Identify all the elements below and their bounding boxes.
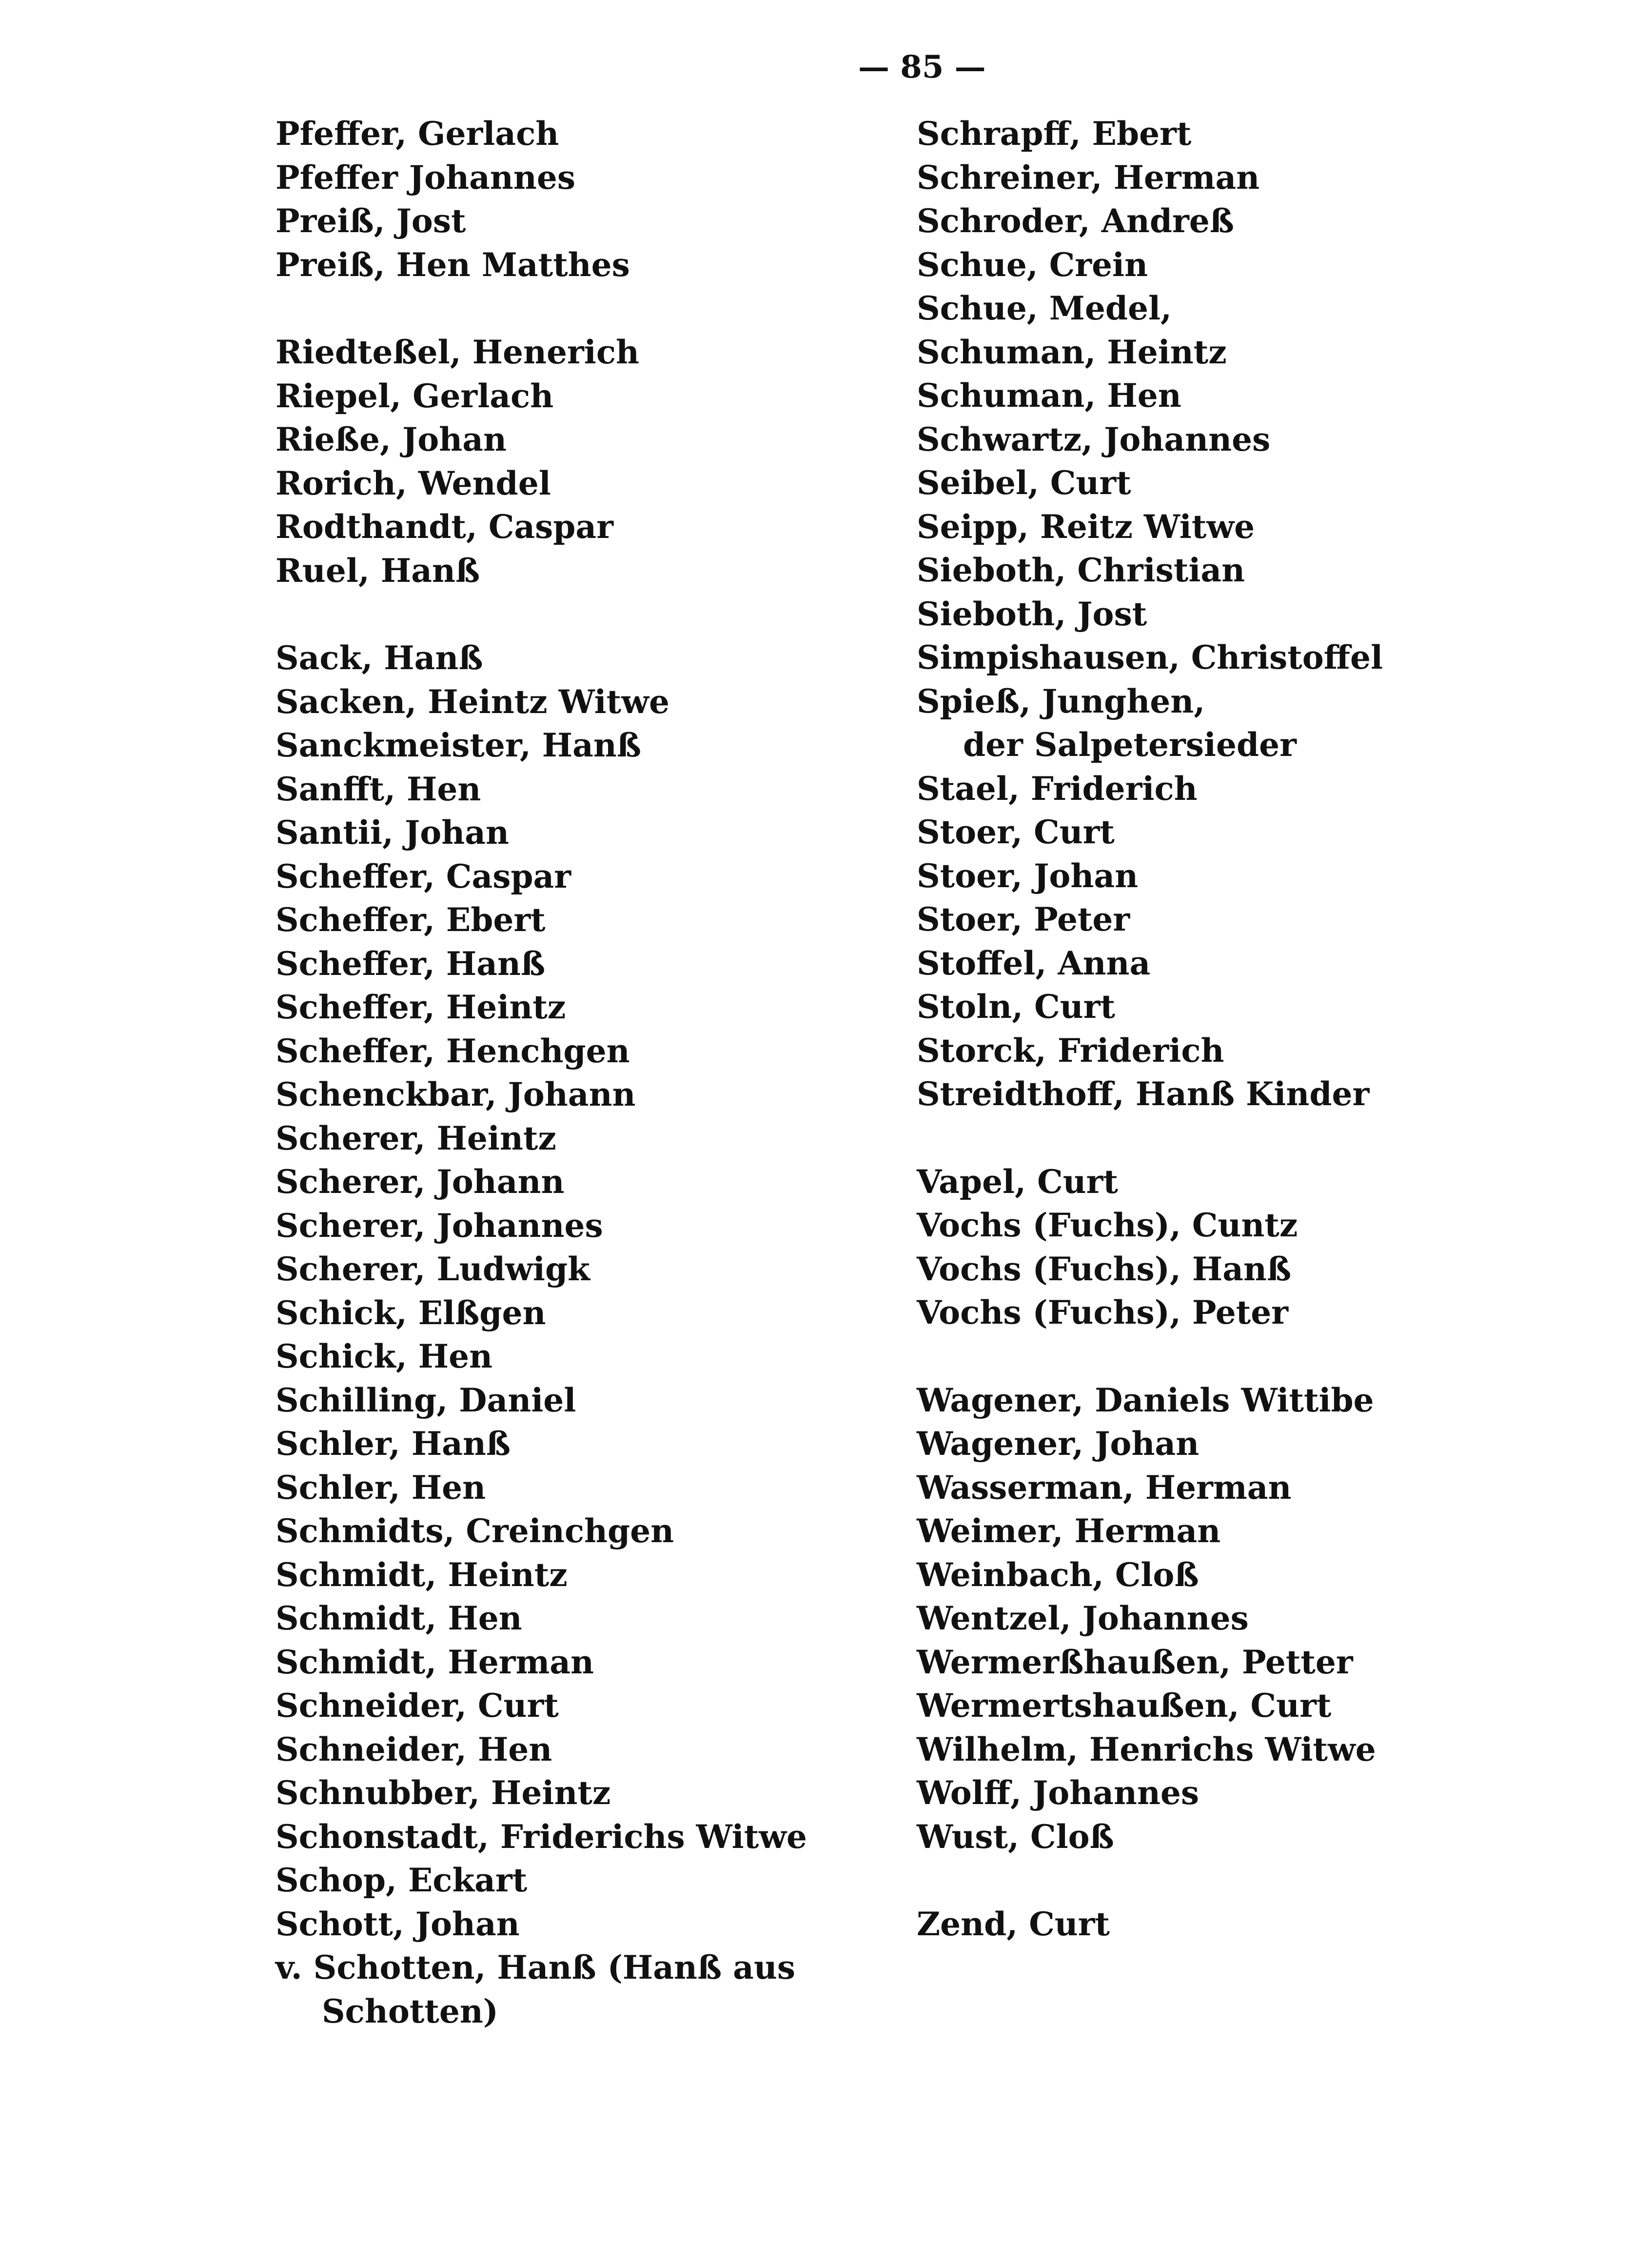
- page-number: — 85 —: [858, 49, 986, 85]
- name-entry: Schott, Johan: [275, 1905, 520, 1943]
- name-entry: Stoer, Johan: [917, 856, 1139, 895]
- name-entry: Sieboth, Jost: [917, 595, 1147, 633]
- name-entry: Schreiner, Herman: [917, 158, 1260, 197]
- name-entry: Stael, Friderich: [917, 769, 1198, 808]
- name-entry: Seipp, Reitz Witwe: [917, 507, 1255, 546]
- name-entry: Wolff, Johannes: [917, 1774, 1200, 1812]
- name-entry: Sanckmeister, Hanß: [275, 726, 642, 764]
- name-entry: Vochs (Fuchs), Hanß: [917, 1250, 1292, 1288]
- name-entry-continuation: Schotten): [322, 1992, 499, 2030]
- entry-group-z: [917, 1903, 1502, 1946]
- name-entry: Schwartz, Johannes: [917, 420, 1271, 458]
- name-entry: Preiß, Hen Matthes: [275, 245, 630, 284]
- name-entry: Sack, Hanß: [275, 639, 483, 677]
- name-entry: Wilhelm, Henrichs Witwe: [917, 1730, 1376, 1768]
- name-entry: Vochs (Fuchs), Peter: [917, 1293, 1288, 1331]
- name-entry: Schneider, Hen: [275, 1730, 552, 1768]
- right-column: [917, 112, 1502, 1990]
- name-entry: Wentzel, Johannes: [917, 1599, 1249, 1637]
- name-entry: Wust, Cloß: [917, 1817, 1114, 1856]
- name-entry: Santii, Johan: [275, 814, 509, 852]
- name-entry: Schmidts, Creinchgen: [275, 1512, 674, 1550]
- name-entry: Scheffer, Hanß: [275, 944, 546, 983]
- name-entry-continuation: der Salpetersieder: [963, 726, 1297, 764]
- name-entry: Riepel, Gerlach: [275, 377, 554, 415]
- name-entry: Rießе, Johan: [275, 420, 507, 458]
- name-entry: Weimer, Herman: [917, 1512, 1221, 1550]
- entry-group-v: [917, 1160, 1502, 1335]
- name-entry: Schler, Hanß: [275, 1425, 511, 1463]
- name-entry: Stoffel, Anna: [917, 944, 1151, 982]
- entry-group-w: [917, 1379, 1502, 1859]
- name-entry: Wagener, Johan: [917, 1425, 1200, 1463]
- name-entry: Stoln, Curt: [917, 988, 1115, 1026]
- entry-group-p: [275, 112, 880, 287]
- name-entry: Schrapff, Ebert: [917, 115, 1192, 153]
- name-entry: Sieboth, Christian: [917, 551, 1245, 589]
- name-entry: v. Schotten, Hanß (Hanß aus: [275, 1948, 796, 1986]
- name-entry: Schop, Eckart: [275, 1861, 528, 1899]
- name-entry: Schilling, Daniel: [275, 1381, 576, 1419]
- name-entry: Wermertshaußen, Curt: [917, 1687, 1332, 1725]
- name-entry: Scheffer, Caspar: [275, 857, 571, 895]
- name-entry: Storck, Friderich: [917, 1031, 1224, 1070]
- name-entry: Schnubber, Heintz: [275, 1774, 611, 1812]
- name-entry: Wermerßhaußen, Petter: [917, 1643, 1353, 1681]
- name-entry: Preiß, Jost: [275, 202, 466, 240]
- name-entry: Vochs (Fuchs), Cuntz: [917, 1206, 1298, 1244]
- name-entry: Streidthoff, Hanß Kinder: [917, 1075, 1370, 1113]
- name-entry: Pfeffer, Gerlach: [275, 115, 559, 153]
- name-entry: Ruel, Hanß: [275, 551, 480, 590]
- name-entry: Schmidt, Hen: [275, 1599, 522, 1637]
- name-entry: Schmidt, Heintz: [275, 1555, 568, 1594]
- name-entry: Zend, Curt: [917, 1905, 1110, 1943]
- name-entry: Sanfft, Hen: [275, 770, 481, 808]
- name-entry: Schue, Medel,: [917, 289, 1172, 327]
- name-entry: Schmidt, Herman: [275, 1643, 594, 1681]
- name-entry: Schue, Crein: [917, 245, 1148, 284]
- name-entry: Pfeffer Johannes: [275, 158, 576, 197]
- name-entry: Scheffer, Henchgen: [275, 1032, 630, 1070]
- name-entry: Schonstadt, Friderichs Witwe: [275, 1817, 807, 1856]
- entry-group-r: [275, 331, 880, 593]
- name-entry: Schick, Hen: [275, 1337, 493, 1375]
- name-entry: Wasserman, Herman: [917, 1468, 1292, 1507]
- name-entry: Schuman, Heintz: [917, 333, 1227, 371]
- name-entry: Riedteßel, Henerich: [275, 333, 640, 371]
- name-entry: Scherer, Johann: [275, 1163, 565, 1201]
- name-entry: Schenckbar, Johann: [275, 1075, 636, 1113]
- name-entry: Schick, Elßgen: [275, 1293, 546, 1332]
- name-entry: Schuman, Hen: [917, 377, 1181, 415]
- name-entry: Wagener, Daniels Wittibe: [917, 1381, 1374, 1419]
- name-entry: Sacken, Heintz Witwe: [275, 682, 669, 721]
- left-column: [275, 112, 880, 2077]
- name-entry: Spieß, Junghen,: [917, 682, 1205, 720]
- name-entry: Rodthandt, Caspar: [275, 508, 613, 546]
- name-entry: Scherer, Ludwigk: [275, 1250, 590, 1288]
- name-entry: Schneider, Curt: [275, 1687, 559, 1725]
- name-entry: Schler, Hen: [275, 1468, 486, 1507]
- name-entry: Weinbach, Cloß: [917, 1555, 1199, 1594]
- name-entry: Seibel, Curt: [917, 464, 1131, 502]
- name-entry: Stoer, Peter: [917, 900, 1130, 938]
- name-entry: Scheffer, Ebert: [275, 901, 546, 939]
- name-entry: Scheffer, Heintz: [275, 988, 566, 1026]
- name-entry: Stoer, Curt: [917, 813, 1115, 851]
- name-entry: Simpishausen, Christoffel: [917, 638, 1383, 676]
- name-entry: Schroder, Andreß: [917, 202, 1234, 240]
- name-entry: Scherer, Heintz: [275, 1119, 556, 1157]
- entry-group-s-continued: [917, 112, 1502, 1116]
- entry-group-s: [275, 636, 880, 2033]
- name-entry: Scherer, Johannes: [275, 1206, 603, 1245]
- name-entry: Rorich, Wendel: [275, 464, 551, 502]
- name-entry: Vapel, Curt: [917, 1162, 1118, 1201]
